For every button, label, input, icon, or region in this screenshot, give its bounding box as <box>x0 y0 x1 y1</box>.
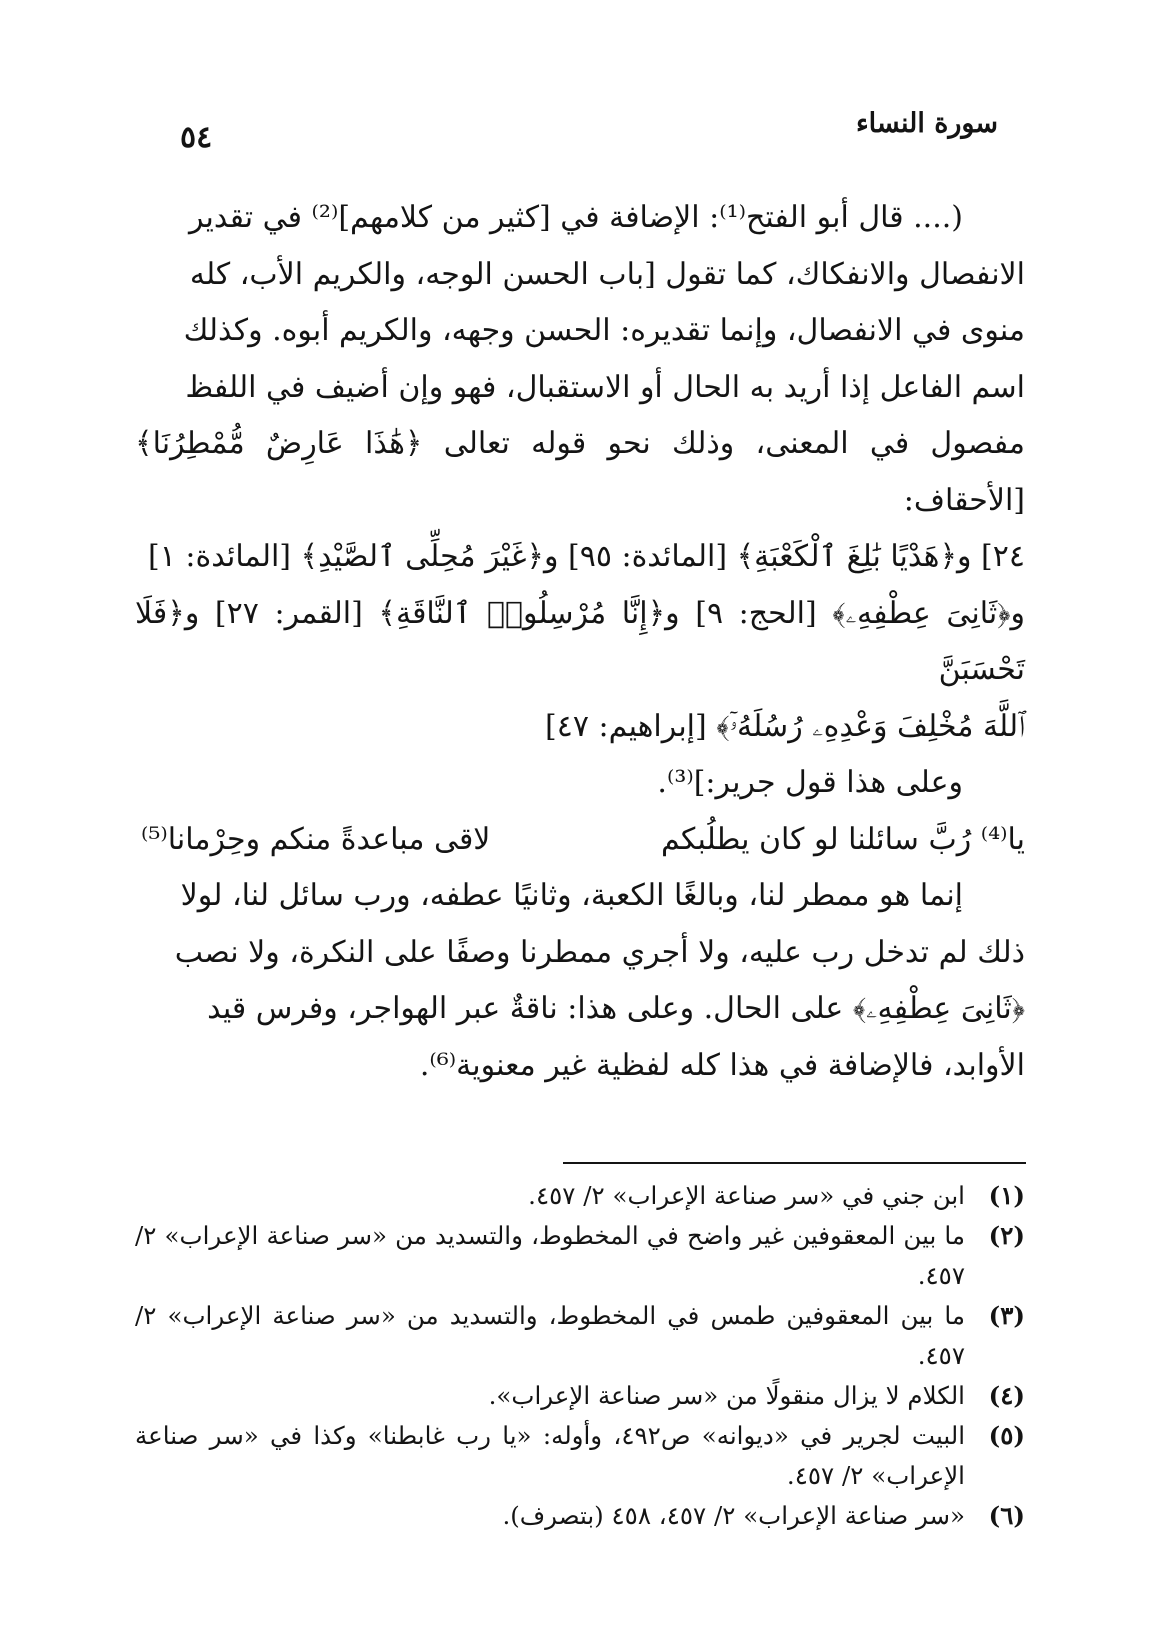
text-line: إنما هو ممطر لنا، وبالغًا الكعبة، وثانيًا عطفه، ورب سائل لنا، لولا <box>180 878 963 913</box>
page-number: ٥٤ <box>180 120 213 155</box>
footnote-number: (٤) <box>988 1381 1025 1410</box>
footnote-text: ابن جني في «سر صناعة الإعراب» ٢/ ٤٥٧. <box>528 1181 965 1210</box>
footnote-number: (٥) <box>988 1421 1025 1450</box>
footnote-item <box>135 1176 1025 1216</box>
footnote-number: (٦) <box>988 1501 1025 1530</box>
text-line: ٢٤] و﴿هَدْيًا بَٰلِغَ ٱلْكَعْبَةِ﴾ [المائدة: ٩٥] و﴿غَيْرَ مُحِلِّى ٱلصَّيْدِ﴾ [المائدة: ١] <box>148 539 1025 574</box>
footnote-item <box>135 1496 1025 1536</box>
text-line: مفصول في المعنى، وذلك نحو قوله تعالى ﴿هَٰذَا عَارِضٌ مُّمْطِرُنَا﴾ [الأحقاف: <box>135 426 1025 518</box>
footnote-item <box>135 1416 1025 1496</box>
footnote-text: ما بين المعقوفين غير واضح في المخطوط، والتسديد من «سر صناعة الإعراب» ٢/ ٤٥٧. <box>135 1221 965 1290</box>
footnotes <box>135 1176 1025 1536</box>
footnote-item <box>135 1296 1025 1376</box>
footnote-number: (٣) <box>988 1301 1025 1330</box>
verse-first-hemistich: يا⁽⁴⁾ رُبَّ سائلنا لو كان يطلُبكم <box>661 821 1025 857</box>
verse-second-hemistich: لاقى مباعدةً منكم وحِرْمانا⁽⁵⁾ <box>141 821 491 857</box>
footnote-text: الكلام لا يزال منقولًا من «سر صناعة الإعراب». <box>488 1381 965 1410</box>
text-line: اسم الفاعل إذا أريد به الحال أو الاستقبال، فهو وإن أضيف في اللفظ <box>185 369 1025 405</box>
text-line: الأوابد، فالإضافة في هذا كله لفظية غير معنوية⁽⁶⁾. <box>419 1047 1025 1083</box>
text-line: ﴿ثَانِىَ عِطْفِهِۦ﴾ على الحال. وعلى هذا: ناقةٌ عبر الهواجر، وفرس قيد <box>207 991 1025 1026</box>
footnote-text: ما بين المعقوفين طمس في المخطوط، والتسديد من «سر صناعة الإعراب» ٢/ ٤٥٧. <box>135 1301 965 1370</box>
footnote-item <box>135 1216 1025 1296</box>
jarir-intro-line: وعلى هذا قول جرير:]⁽³⁾. <box>657 765 963 800</box>
text-line: منوى في الانفصال، وإنما تقديره: الحسن وجهه، والكريم أبوه. وكذلك <box>183 313 1025 348</box>
poetry-verse <box>135 812 1025 869</box>
text-line: ذلك لم تدخل رب عليه، ولا أجري ممطرنا وصفًا على النكرة، ولا نصب <box>174 934 1025 970</box>
text-line: و﴿ثَانِىَ عِطْفِهِۦ﴾ [الحج: ٩] و﴿إِنَّا مُرْسِلُوا۟ ٱلنَّاقَةِ﴾ [القمر: ٢٧] و﴿فَلَا تَحْسَبَنَّ <box>135 595 1025 687</box>
footnote-text: «سر صناعة الإعراب» ٢/ ٤٥٧، ٤٥٨ (بتصرف). <box>502 1501 965 1530</box>
footnote-number: (١) <box>988 1181 1025 1210</box>
main-text <box>135 190 1025 1094</box>
footnote-number: (٢) <box>988 1221 1025 1250</box>
footnote-text: البيت لجرير في «ديوانه» ص٤٩٢، وأوله: «يا رب غابطنا» وكذا في «سر صناعة الإعراب» ٢/ ٤٥٧. <box>135 1421 966 1490</box>
surah-title: سورة النساء <box>855 108 998 139</box>
text-line: (.... قال أبو الفتح⁽¹⁾: الإضافة في [كثير من كلامهم]⁽²⁾ في تقدير <box>188 200 963 235</box>
page-header <box>180 108 998 158</box>
text-line: ٱللَّهَ مُخْلِفَ وَعْدِهِۦ رُسُلَهُۥٓ﴾ [إبراهيم: ٤٧] <box>545 708 1025 744</box>
footnote-item <box>135 1376 1025 1416</box>
text-line: الانفصال والانفكاك، كما تقول [باب الحسن الوجه، والكريم الأب، كله <box>189 256 1025 292</box>
footnote-separator <box>563 1162 1026 1164</box>
